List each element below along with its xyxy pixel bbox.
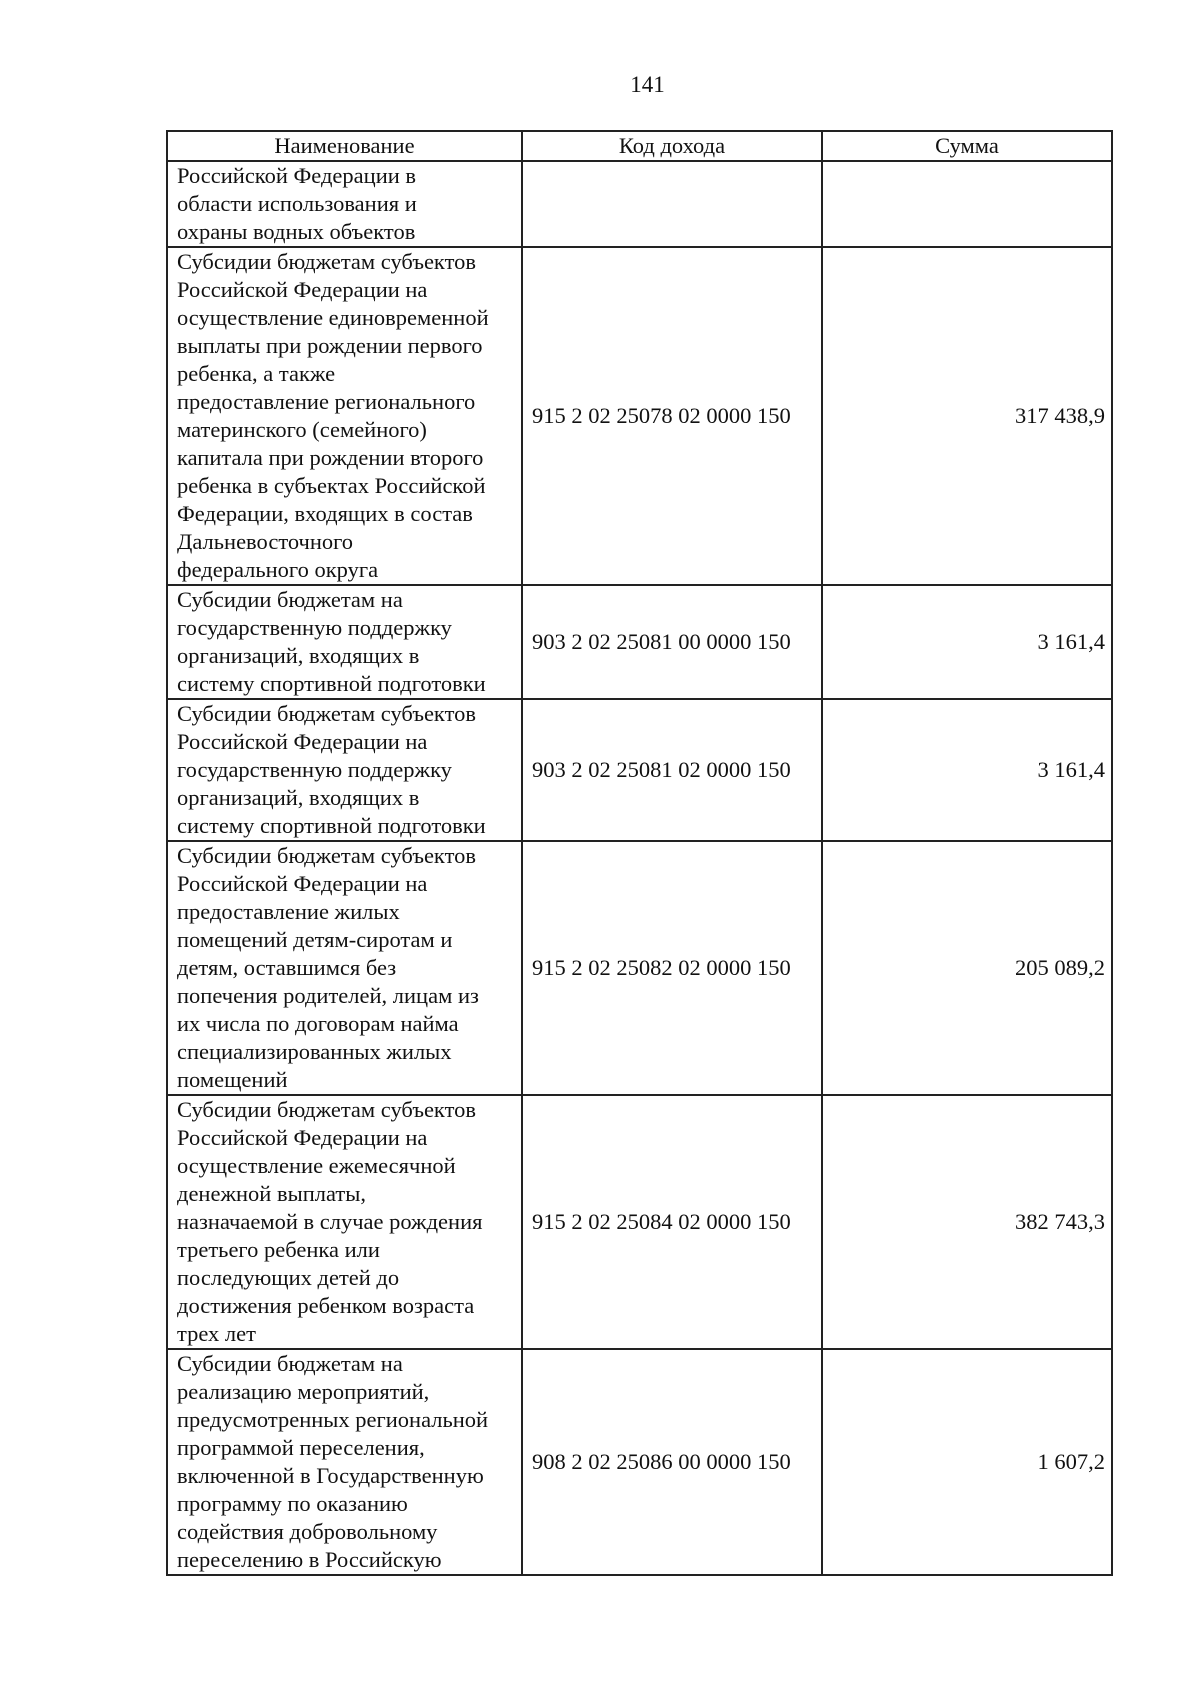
header-code: Код дохода [522, 131, 822, 161]
page-number: 141 [630, 72, 665, 97]
table-row [167, 247, 1112, 585]
row-name: Субсидии бюджетам субъектов Российской Федерации на осуществление ежемесячной денежной выплаты, назначаемой в случае рождения третьего ребенка или последующих детей до достижения ребенком возраста трех лет [177, 1097, 483, 1346]
table-header-row [167, 131, 1112, 161]
table-row [167, 1349, 1112, 1575]
header-sum: Сумма [822, 131, 1112, 161]
row-sum: 3 161,4 [822, 699, 1112, 841]
table-row [167, 699, 1112, 841]
row-name-cell [167, 161, 522, 247]
row-name: Субсидии бюджетам субъектов Российской Федерации на государственную поддержку организаций, входящих в систему спортивной подготовки [177, 701, 486, 838]
row-name-cell [167, 585, 522, 699]
row-sum: 317 438,9 [822, 247, 1112, 585]
row-sum [822, 161, 1112, 247]
row-name: Субсидии бюджетам на реализацию мероприятий, предусмотренных региональной программой переселения, включенной в Государственную программу по оказанию содействия добровольному переселению в Российскую [177, 1351, 489, 1572]
row-code: 908 2 02 25086 00 0000 150 [522, 1349, 822, 1575]
table-row [167, 841, 1112, 1095]
row-name: Российской Федерации в области использования и охраны водных объектов [177, 163, 417, 244]
row-sum: 1 607,2 [822, 1349, 1112, 1575]
row-code: 903 2 02 25081 02 0000 150 [522, 699, 822, 841]
row-code: 903 2 02 25081 00 0000 150 [522, 585, 822, 699]
row-name: Субсидии бюджетам субъектов Российской Федерации на предоставление жилых помещений детям-сиротам и детям, оставшимся без попечения родителей, лицам из их числа по договорам найма специализированных жилых помещений [177, 843, 479, 1092]
row-sum: 382 743,3 [822, 1095, 1112, 1349]
row-code: 915 2 02 25082 02 0000 150 [522, 841, 822, 1095]
row-name-cell [167, 247, 522, 585]
row-name-cell [167, 1095, 522, 1349]
header-name: Наименование [167, 131, 522, 161]
row-code: 915 2 02 25084 02 0000 150 [522, 1095, 822, 1349]
row-sum: 205 089,2 [822, 841, 1112, 1095]
table-row [167, 161, 1112, 247]
row-code [522, 161, 822, 247]
table-row [167, 1095, 1112, 1349]
row-name-cell [167, 841, 522, 1095]
row-code: 915 2 02 25078 02 0000 150 [522, 247, 822, 585]
row-name-cell [167, 1349, 522, 1575]
row-sum: 3 161,4 [822, 585, 1112, 699]
table-row [167, 585, 1112, 699]
revenue-table [166, 130, 1113, 1576]
row-name: Субсидии бюджетам субъектов Российской Федерации на осуществление единовременной выплаты при рождении первого ребенка, а также предоставление регионального материнского (семейного) капитала при рождении второго ребенка в субъектах Российской Федерации, входящих в состав Дальневосточного федерального округа [177, 249, 489, 582]
row-name: Субсидии бюджетам на государственную поддержку организаций, входящих в систему спортивной подготовки [177, 587, 486, 696]
row-name-cell [167, 699, 522, 841]
